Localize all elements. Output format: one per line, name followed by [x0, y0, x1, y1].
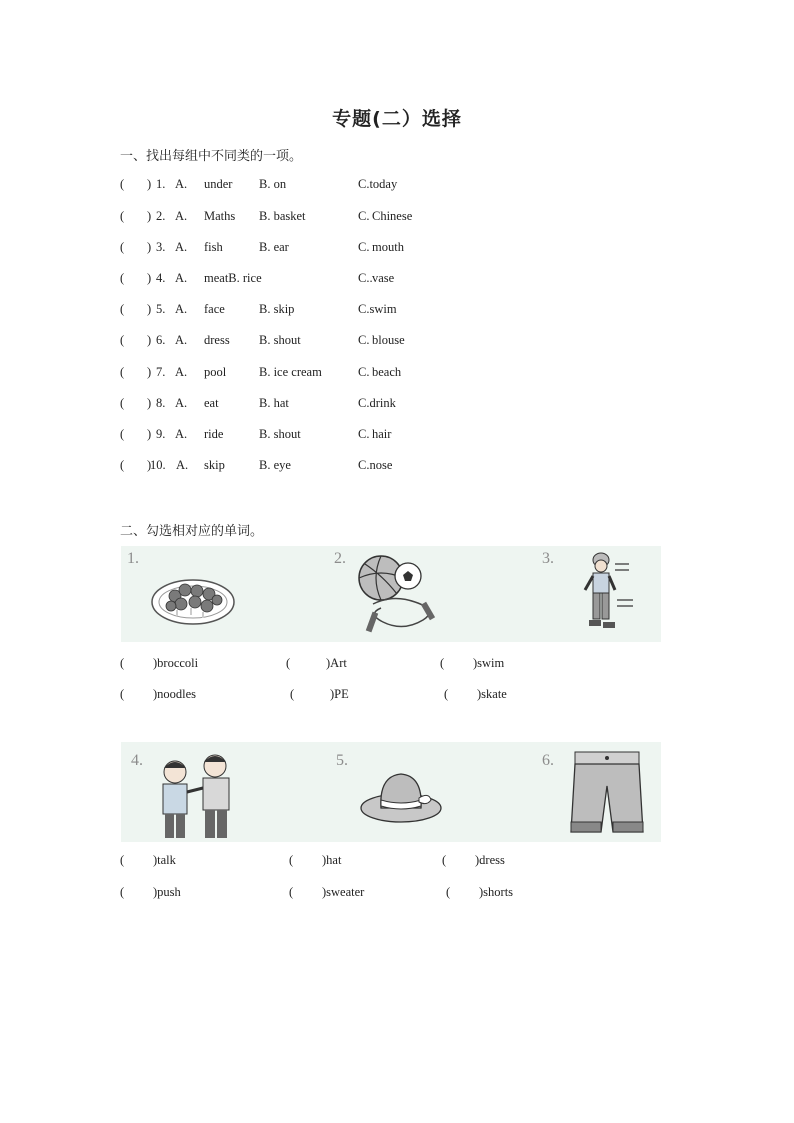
- option-c: C.: [358, 209, 370, 223]
- option-a-word: face: [204, 302, 225, 316]
- option-a-letter: A.: [175, 396, 188, 410]
- question-number: 1.: [156, 177, 166, 191]
- option-c: C.drink: [358, 396, 396, 410]
- question-number: 8.: [156, 396, 166, 410]
- option-b: B. ice cream: [259, 365, 322, 379]
- picture-strip-2: [121, 742, 661, 842]
- option-paren: (: [120, 853, 125, 867]
- option-paren: (: [120, 885, 125, 899]
- option-a-word: fish: [204, 240, 223, 254]
- picture-number-1: 1.: [127, 550, 139, 567]
- option-label: )Art: [326, 656, 347, 670]
- option-paren: (: [444, 687, 449, 701]
- option-a-letter: A.: [175, 365, 188, 379]
- option-c-word: blouse: [372, 333, 405, 347]
- option-paren: (: [286, 656, 291, 670]
- option-c: C.: [358, 365, 370, 379]
- question-number: 7.: [156, 365, 166, 379]
- answer-bracket-open[interactable]: (: [120, 396, 125, 410]
- option-label: )noodles: [153, 687, 197, 701]
- question-number: 3.: [156, 240, 166, 254]
- question-number: 6.: [156, 333, 166, 347]
- option-c: C.: [358, 240, 370, 254]
- ball-and-rope-picture: [353, 554, 448, 640]
- option-a-word: eat: [204, 396, 219, 410]
- option-label: )broccoli: [153, 656, 199, 670]
- option-a-word: Maths: [204, 209, 236, 223]
- option-c: C.swim: [358, 302, 397, 316]
- answer-bracket-open[interactable]: (: [120, 209, 125, 223]
- answer-bracket-close[interactable]: ): [147, 177, 152, 191]
- answer-bracket-open[interactable]: (: [120, 333, 125, 347]
- option-label: )PE: [330, 687, 349, 701]
- option-a-letter: A.: [175, 240, 188, 254]
- option-paren: (: [290, 687, 295, 701]
- option-paren: (: [289, 853, 294, 867]
- option-paren: (: [120, 687, 125, 701]
- option-b: B. hat: [259, 396, 289, 410]
- option-b: B. on: [259, 177, 287, 191]
- option-c: C.today: [358, 177, 398, 191]
- broccoli-plate-picture: [151, 566, 241, 628]
- option-paren: (: [442, 853, 447, 867]
- question-number: 5.: [156, 302, 166, 316]
- picture-number-4: 4.: [131, 752, 143, 769]
- option-c-word: vase: [372, 271, 395, 285]
- answer-bracket-open[interactable]: (: [120, 177, 125, 191]
- hat-picture: [359, 762, 445, 832]
- option-c: C.: [358, 333, 370, 347]
- answer-bracket-close[interactable]: ): [147, 240, 152, 254]
- answer-bracket-close[interactable]: ): [147, 365, 152, 379]
- section-2-heading: 二、勾选相对应的单词。: [120, 524, 264, 539]
- option-a-word: under: [204, 177, 233, 191]
- option-a-letter: A.: [175, 333, 188, 347]
- option-label: )push: [153, 885, 181, 899]
- option-a-letter: A.: [175, 302, 188, 316]
- option-label: )talk: [153, 853, 176, 867]
- option-a-word: ride: [204, 427, 224, 441]
- option-label: )swim: [473, 656, 505, 670]
- answer-bracket-close[interactable]: ): [147, 427, 152, 441]
- picture-number-3: 3.: [542, 550, 554, 567]
- answer-bracket-close[interactable]: ): [147, 302, 152, 316]
- option-paren: (: [440, 656, 445, 670]
- option-c: C.nose: [358, 458, 393, 472]
- answer-bracket-open[interactable]: (: [120, 302, 125, 316]
- option-label: )shorts: [479, 885, 514, 899]
- option-c-word: hair: [372, 427, 392, 441]
- option-a-letter: A.: [175, 177, 188, 191]
- option-c-word: Chinese: [372, 209, 413, 223]
- picture-number-2: 2.: [334, 550, 346, 567]
- shorts-picture: [567, 746, 647, 840]
- option-a-letter: A.: [176, 458, 189, 472]
- option-paren: (: [120, 656, 125, 670]
- option-c-word: beach: [372, 365, 402, 379]
- option-c-word: mouth: [372, 240, 404, 254]
- question-number: 10.: [150, 458, 166, 472]
- answer-bracket-close[interactable]: ): [147, 458, 152, 472]
- answer-bracket-close[interactable]: ): [147, 209, 152, 223]
- option-b: B. shout: [259, 333, 301, 347]
- answer-bracket-close[interactable]: ): [147, 271, 152, 285]
- answer-bracket-close[interactable]: ): [147, 396, 152, 410]
- option-b: B. shout: [259, 427, 301, 441]
- option-b: B. skip: [259, 302, 295, 316]
- page-title: 专题(二）选择: [332, 108, 462, 130]
- option-b: B. eye: [259, 458, 291, 472]
- skater-boy-picture: [577, 550, 637, 640]
- option-label: )dress: [475, 853, 505, 867]
- option-c: C..: [358, 271, 373, 285]
- option-c: C.: [358, 427, 370, 441]
- option-a-word: skip: [204, 458, 225, 472]
- option-label: )skate: [477, 687, 507, 701]
- option-b: B. ear: [259, 240, 289, 254]
- option-a-word: dress: [204, 333, 230, 347]
- option-a-letter: A.: [175, 209, 188, 223]
- question-number: 4.: [156, 271, 166, 285]
- answer-bracket-close[interactable]: ): [147, 333, 152, 347]
- picture-strip-1: [121, 546, 661, 642]
- question-number: 2.: [156, 209, 166, 223]
- option-label: )hat: [322, 853, 342, 867]
- answer-bracket-open[interactable]: (: [120, 271, 125, 285]
- option-a-word: pool: [204, 365, 227, 379]
- question-number: 9.: [156, 427, 166, 441]
- section-1-heading: 一、找出每组中不同类的一项。: [120, 149, 303, 164]
- option-a-letter: A.: [175, 427, 188, 441]
- answer-bracket-open[interactable]: (: [120, 458, 125, 472]
- option-a-word: meatB. rice: [204, 271, 262, 285]
- option-b: B. basket: [259, 209, 306, 223]
- option-paren: (: [446, 885, 451, 899]
- option-label: )sweater: [322, 885, 365, 899]
- answer-bracket-open[interactable]: (: [120, 427, 125, 441]
- option-paren: (: [289, 885, 294, 899]
- picture-number-6: 6.: [542, 752, 554, 769]
- boys-pushing-picture: [151, 748, 243, 840]
- answer-bracket-open[interactable]: (: [120, 240, 125, 254]
- option-a-letter: A.: [175, 271, 188, 285]
- answer-bracket-open[interactable]: (: [120, 365, 125, 379]
- picture-number-5: 5.: [336, 752, 348, 769]
